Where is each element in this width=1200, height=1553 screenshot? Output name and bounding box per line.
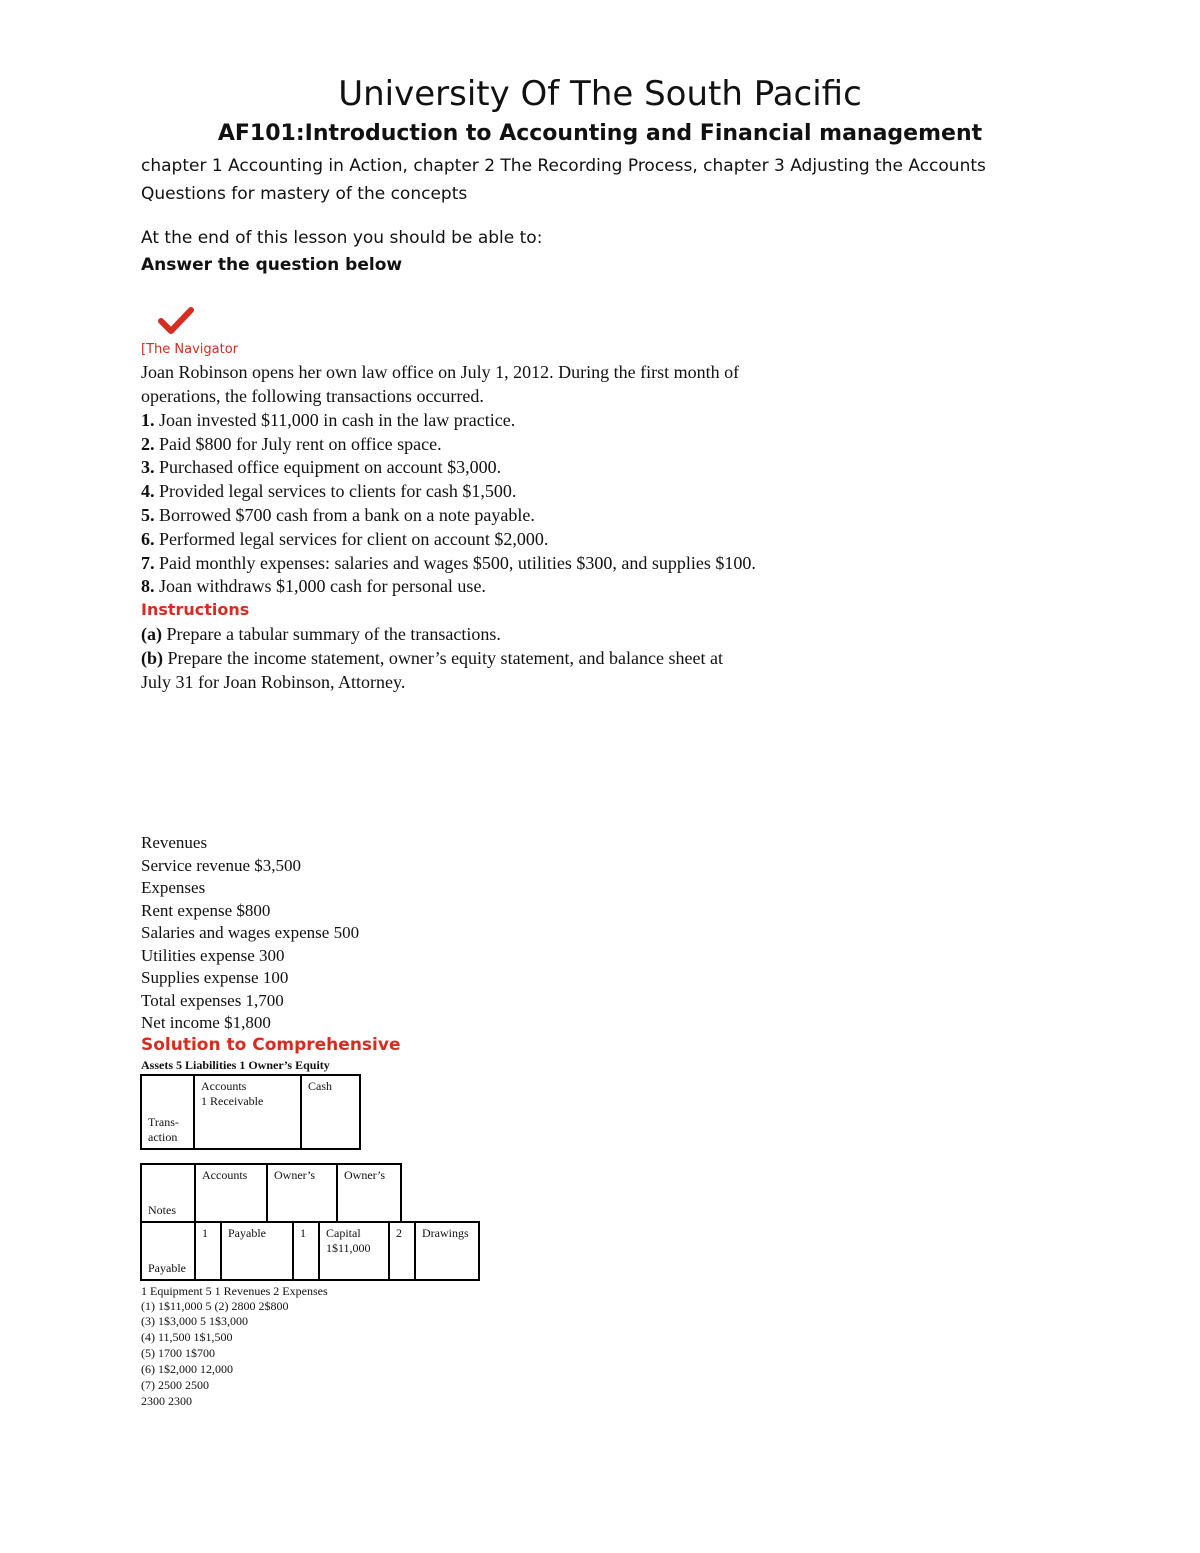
solution-line-4: (4) 11,500 1$1,500 xyxy=(141,1330,233,1344)
accounting-equation: Assets 5 Liabilities 1 Owner’s Equity xyxy=(141,1058,330,1072)
income-line-utilities: Utilities expense 300 xyxy=(141,946,285,965)
answer-instruction: Answer the question below xyxy=(141,255,403,275)
course-title: AF101:Introduction to Accounting and Financial management xyxy=(217,121,983,146)
transaction-3: 3. Purchased office equipment on account $3,000. xyxy=(141,457,502,477)
table2-accounts-header: Accounts xyxy=(195,1164,267,1222)
chapters-line: chapter 1 Accounting in Action, chapter 2 The Recording Process, chapter 3 Adjusting the Accounts xyxy=(141,156,986,176)
income-line-rent: Rent expense $800 xyxy=(141,901,271,920)
table2-plus-1: 1 xyxy=(195,1222,221,1280)
lesson-goal: At the end of this lesson you should be able to: xyxy=(141,228,543,248)
transaction-8: 8. Joan withdraws $1,000 cash for personal use. xyxy=(141,576,486,596)
navigator-label: [The Navigator xyxy=(141,342,238,357)
table2-payable: Payable xyxy=(221,1222,293,1280)
table2-owners-header-2: Owner’s xyxy=(337,1164,401,1222)
solution-table-2a xyxy=(140,1163,402,1223)
transaction-2: 2. Paid $800 for July rent on office space. xyxy=(141,434,442,454)
income-line-salaries: Salaries and wages expense 500 xyxy=(141,923,360,942)
solution-line-1: 1 Equipment 5 1 Revenues 2 Expenses xyxy=(141,1284,328,1298)
problem-intro-2: operations, the following transactions occurred. xyxy=(141,386,484,406)
solution-table-2b xyxy=(140,1221,480,1281)
instruction-a: (a) Prepare a tabular summary of the transactions. xyxy=(141,624,501,644)
page-title: University Of The South Pacific xyxy=(338,74,862,114)
instruction-b-cont: July 31 for Joan Robinson, Attorney. xyxy=(141,672,406,692)
table2-minus: 2 xyxy=(389,1222,415,1280)
income-line-net: Net income $1,800 xyxy=(141,1013,271,1032)
checkmark-icon xyxy=(158,306,194,336)
solution-line-5: (5) 1700 1$700 xyxy=(141,1346,215,1360)
table1-accounts-receivable-header: Accounts 1 Receivable xyxy=(194,1075,301,1149)
transaction-4: 4. Provided legal services to clients for cash $1,500. xyxy=(141,481,517,501)
income-line-expenses: Expenses xyxy=(141,878,206,897)
income-line-total: Total expenses 1,700 xyxy=(141,991,284,1010)
solution-line-6: (6) 1$2,000 12,000 xyxy=(141,1362,233,1376)
solution-line-2: (1) 1$11,000 5 (2) 2800 2$800 xyxy=(141,1299,289,1313)
table1-cash-header: Cash xyxy=(301,1075,360,1149)
income-line-revenues: Revenues xyxy=(141,833,208,852)
transaction-6: 6. Performed legal services for client on account $2,000. xyxy=(141,529,549,549)
transaction-7: 7. Paid monthly expenses: salaries and wages $500, utilities $300, and supplies $100. xyxy=(141,553,756,573)
solution-line-7: (7) 2500 2500 xyxy=(141,1378,209,1392)
problem-intro-1: Joan Robinson opens her own law office on July 1, 2012. During the first month of xyxy=(141,362,740,382)
table2-drawings: Drawings xyxy=(415,1222,479,1280)
table2-notes-header: Notes xyxy=(141,1164,195,1222)
transaction-5: 5. Borrowed $700 cash from a bank on a note payable. xyxy=(141,505,535,525)
solution-line-8: 2300 2300 xyxy=(141,1394,192,1408)
table2-owners-header-1: Owner’s xyxy=(267,1164,337,1222)
table2-payable-left: Payable xyxy=(141,1222,195,1280)
income-line-service-revenue: Service revenue $3,500 xyxy=(141,856,302,875)
income-line-supplies: Supplies expense 100 xyxy=(141,968,289,987)
mastery-line: Questions for mastery of the concepts xyxy=(141,184,468,204)
instruction-b: (b) Prepare the income statement, owner’s equity statement, and balance sheet at xyxy=(141,648,723,668)
transaction-1: 1. Joan invested $11,000 in cash in the law practice. xyxy=(141,410,516,430)
table2-capital: Capital 1$11,000 xyxy=(319,1222,389,1280)
solution-table-1 xyxy=(140,1074,361,1150)
solution-line-3: (3) 1$3,000 5 1$3,000 xyxy=(141,1314,248,1328)
instructions-heading: Instructions xyxy=(141,600,250,619)
solution-heading: Solution to Comprehensive xyxy=(141,1035,401,1055)
table1-transaction-header: Trans- action xyxy=(141,1075,194,1149)
table2-plus-2: 1 xyxy=(293,1222,319,1280)
